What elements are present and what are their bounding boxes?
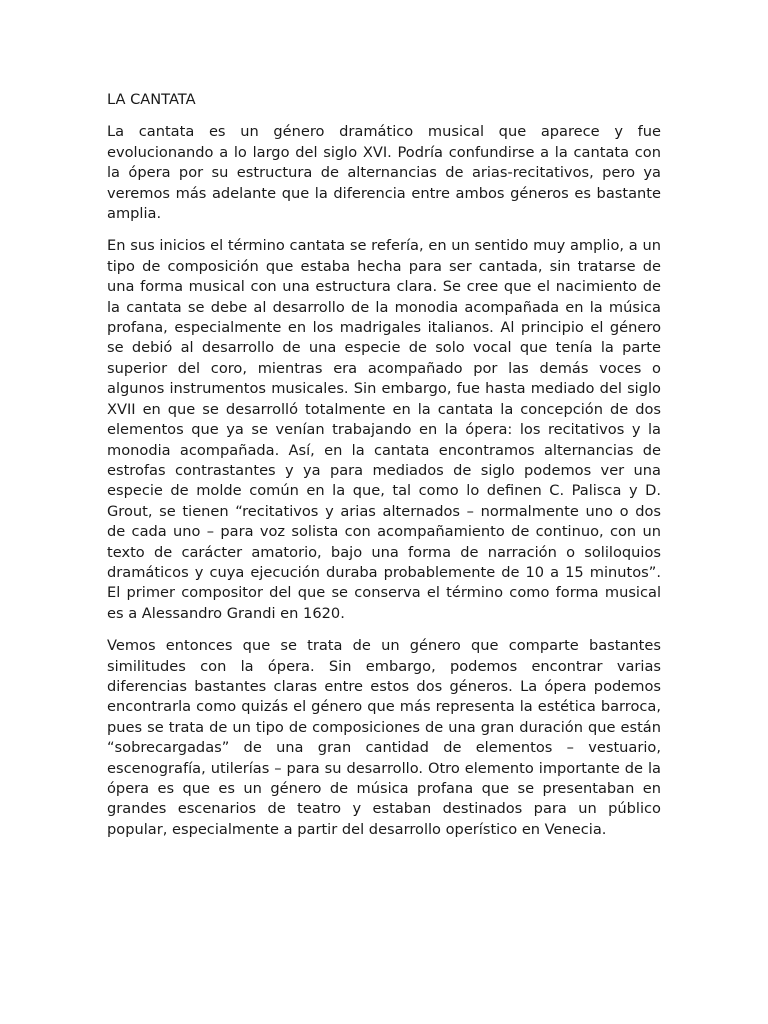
paragraph-origins: En sus inicios el término cantata se refería, en un sentido muy amplio, a un tipo de composición que estaba hecha para ser cantada, sin tratarse de una forma musical con una estructura clara. Se cree que el nacimiento de la cantata se debe al desarrollo de la monodia acompañada en la música profana, especialmente en los madrigales italianos. Al principio el género se debió al desarrollo de una especie de solo vocal que tenía la parte superior del coro, mientras era acompañado por las demás voces o algunos instrumentos musicales. Sin embargo, fue hasta mediado del siglo XVII en que se desarrolló totalmente en la cantata la concepción de dos elementos que ya se venían trabajando en la ópera: los recitativos y la monodia acompañada. Así, en la cantata encontramos alternancias de estrofas contrastantes y ya para mediados de siglo podemos ver una especie de molde común en la que, tal como lo definen C. Palisca y D. Grout, se tienen “recitativos y arias alternados – normalmente uno o dos de cada uno – para voz solista con acompañamiento de continuo, con un texto de carácter amatorio, bajo una forma de narración o soliloquios dramáticos y cuya ejecución duraba probablemente de 10 a 15 minutos”. El primer compositor del que se conserva el término como forma musical es a Alessandro Grandi en 1620. — [107, 237, 661, 622]
document-body — [107, 90, 661, 852]
document-title: LA CANTATA — [107, 91, 196, 108]
paragraph-intro: La cantata es un género dramático musical que aparece y fue evolucionando a lo largo del siglo XVI. Podría confundirse a la cantata con la ópera por su estructura de alternancias de arias-recitativos, pero ya veremos más adelante que la diferencia entre ambos géneros es bastante amplia. — [107, 123, 661, 223]
paragraph-comparison: Vemos entonces que se trata de un género que comparte bastantes similitudes con la ópera. Sin embargo, podemos encontrar varias diferencias bastantes claras entre estos dos géneros. La ópera podemos encontrarla como quizás el género que más representa la estética barroca, pues se trata de un tipo de composiciones de una gran duración que están “sobrecargadas” de una gran cantidad de elementos – vestuario, escenografía, utilerías – para su desarrollo. Otro elemento importante de la ópera es que es un género de música profana que se presentaban en grandes escenarios de teatro y estaban destinados para un público popular, especialmente a partir del desarrollo operístico en Venecia. — [107, 637, 661, 838]
